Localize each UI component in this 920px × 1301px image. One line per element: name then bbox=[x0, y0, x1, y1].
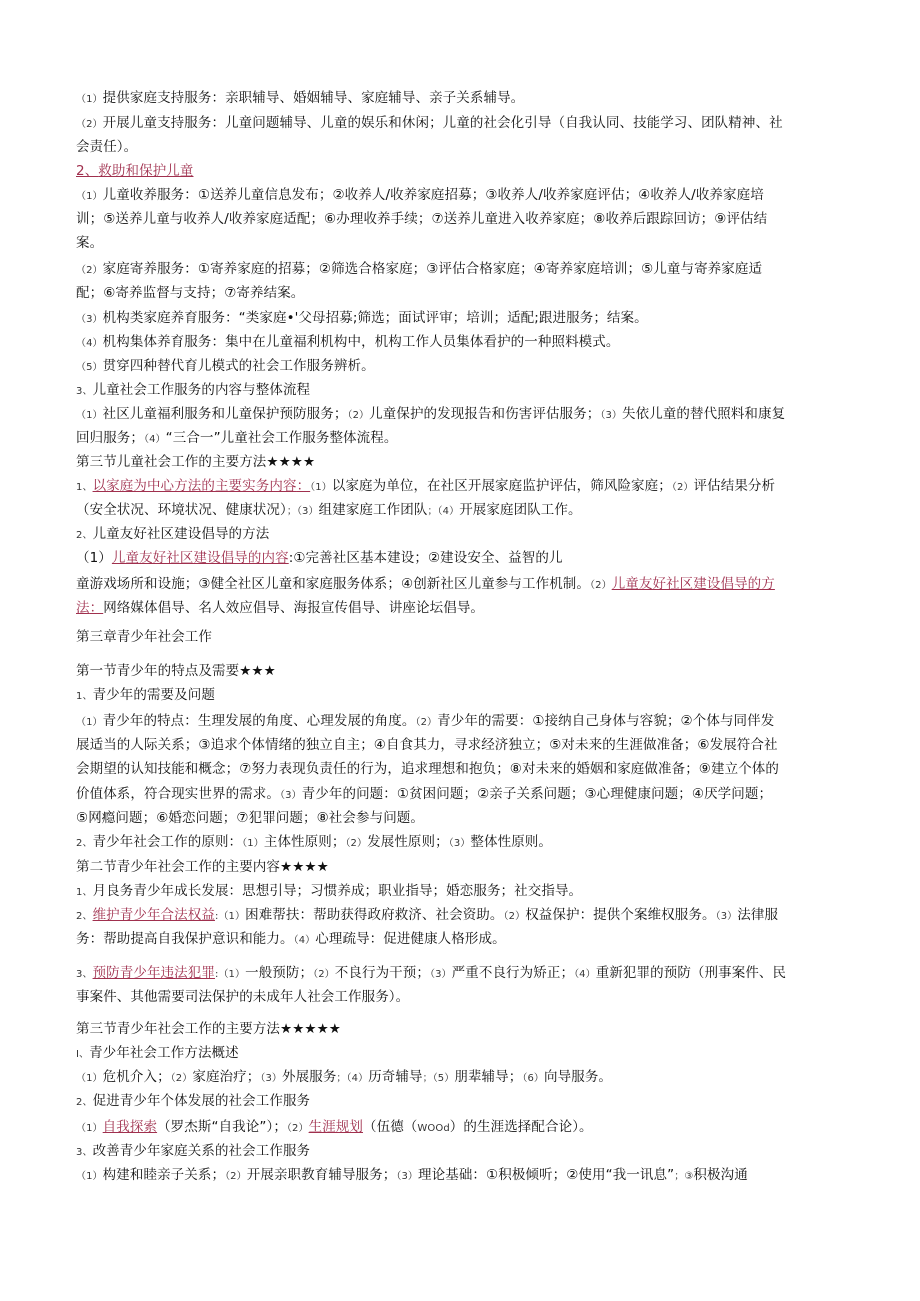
text-line bbox=[76, 1165, 856, 1187]
text-line bbox=[76, 929, 856, 951]
highlighted-term: 生涯规划 bbox=[308, 1119, 363, 1135]
text-line bbox=[76, 404, 856, 426]
text-segment: 配；⑥寄养监督与支持；⑦寄养结案。 bbox=[76, 285, 305, 301]
text-segment: 价值体系，符合现实世界的需求。 bbox=[76, 786, 280, 802]
text-line bbox=[76, 881, 856, 903]
text-segment: 网络媒体倡导、名人效应倡导、海报宣传倡导、讲座论坛倡导。 bbox=[103, 600, 485, 616]
text-segment: 青少年社会工作方法概述 bbox=[89, 1045, 239, 1061]
text-segment: （2） bbox=[225, 1171, 247, 1182]
text-segment: 法律服 bbox=[737, 907, 779, 923]
highlighted-term: 以家庭为中心方法的主要实务内容 bbox=[92, 478, 297, 494]
text-segment: ；（5） bbox=[422, 1073, 455, 1084]
text-segment: （2） bbox=[590, 580, 612, 591]
highlighted-term: 儿童友好社区建设倡导的方 bbox=[611, 576, 775, 592]
highlighted-term: 儿童友好社区建设倡导的内容 bbox=[111, 550, 289, 566]
text-segment: 朋辈辅导； bbox=[454, 1069, 523, 1085]
text-line bbox=[76, 784, 856, 806]
text-line bbox=[76, 1141, 856, 1163]
text-segment: 一般预防； bbox=[245, 965, 314, 981]
text-segment: （2） bbox=[76, 265, 103, 276]
text-line bbox=[76, 759, 856, 779]
text-line bbox=[76, 500, 856, 522]
highlighted-term: 自我探索 bbox=[102, 1119, 158, 1135]
text-line bbox=[76, 685, 856, 707]
text-segment: 青少年的需要及问题 bbox=[92, 687, 215, 703]
text-segment: （1） bbox=[242, 838, 264, 849]
text-line bbox=[76, 857, 856, 877]
text-segment: （2） bbox=[671, 482, 694, 493]
highlighted-term: 法 bbox=[76, 600, 90, 616]
text-line bbox=[76, 661, 856, 681]
text-segment: （6） bbox=[522, 1073, 545, 1084]
text-segment: 困难帮扶：帮助获得政府救济、社会资助。 bbox=[245, 907, 504, 923]
text-segment: 儿童保护的发现报告和伤害评估服务； bbox=[369, 406, 601, 422]
highlighted-term: 预防青少年违法犯罪 bbox=[92, 965, 215, 981]
text-segment: 3、 bbox=[76, 1147, 93, 1158]
text-segment: 儿童友好社区建设倡导的方法 bbox=[92, 526, 270, 542]
text-segment: 机构集体养育服务：集中在儿童福利机构中，机构工作人员集体看护的一种照料模式。 bbox=[102, 334, 620, 350]
text-segment: （2） bbox=[76, 119, 103, 130]
text-segment: 家庭治疗； bbox=[192, 1069, 261, 1085]
text-segment: 青少年的特点：生理发展的角度、心理发展的角度。 bbox=[102, 713, 416, 729]
text-segment: 2、 bbox=[76, 163, 99, 179]
text-segment: 开展儿童支持服务：儿童问题辅导、儿童的娱乐和休闲；儿童的社会化引导（自我认同、技能学习、团队精神、社 bbox=[102, 115, 783, 131]
text-segment: 构建和睦亲子关系； bbox=[102, 1167, 226, 1183]
text-segment: （4） bbox=[293, 935, 316, 946]
text-line bbox=[76, 1067, 856, 1089]
text-line bbox=[76, 574, 856, 596]
text-segment: 家庭寄养服务：①寄养家庭的招募；②筛选合格家庭；③评估合格家庭；④寄养家庭培训；⑤儿童与寄养家庭适 bbox=[102, 261, 763, 277]
text-segment: 月良务青少年成长发展：思想引导；习惯养成；职业指导；婚恋服务；社交指导。 bbox=[92, 883, 583, 899]
text-segment: 第三节青少年社会工作的主要方法★★★★★ bbox=[76, 1021, 342, 1037]
text-line bbox=[76, 987, 856, 1007]
text-segment: 2、 bbox=[76, 838, 93, 849]
text-segment: （3） bbox=[448, 838, 471, 849]
text-line bbox=[76, 832, 856, 854]
text-segment: （3） bbox=[396, 1171, 419, 1182]
text-segment: WOOd bbox=[417, 1123, 450, 1134]
text-line bbox=[76, 598, 856, 618]
text-segment: （4） bbox=[574, 969, 596, 980]
text-segment: （1） bbox=[76, 410, 103, 421]
text-line bbox=[76, 735, 856, 755]
text-segment: :①完善社区基本建设；②建设安全、益智的儿 bbox=[288, 550, 563, 566]
text-segment: 青少年社会工作的原则： bbox=[92, 834, 243, 850]
text-segment: 以家庭为单位，在社区开展家庭监护评估，筛风险家庭； bbox=[331, 478, 672, 494]
text-segment: （2） bbox=[345, 838, 368, 849]
highlighted-term: 救助和保护儿童 bbox=[98, 163, 194, 179]
text-segment: 积极沟通 bbox=[693, 1167, 748, 1183]
text-line bbox=[76, 259, 856, 281]
text-segment: 评估结果分析 bbox=[693, 478, 776, 494]
text-segment: 危机介入； bbox=[102, 1069, 171, 1085]
text-segment: I、 bbox=[76, 1049, 90, 1060]
text-line bbox=[76, 356, 856, 378]
text-line bbox=[76, 308, 856, 330]
text-segment: 3、 bbox=[76, 969, 93, 980]
text-segment: （2） bbox=[170, 1073, 193, 1084]
text-segment: 儿童收养服务：①送养儿童信息发布；②收养人/收养家庭招募；③收养人/收养家庭评估；④收养人/收养家庭培 bbox=[102, 187, 764, 203]
text-segment: （伍德（ bbox=[363, 1119, 418, 1135]
text-segment: “三合一”儿童社会工作服务整体流程。 bbox=[165, 430, 398, 446]
text-segment: 童游戏场所和设施；③健全社区儿童和家庭服务体系；④创新社区儿童参与工作机制。 bbox=[76, 576, 591, 592]
text-segment: 1、 bbox=[76, 887, 93, 898]
text-line bbox=[76, 161, 856, 181]
text-segment: 3、 bbox=[76, 386, 93, 397]
text-line bbox=[76, 905, 856, 927]
text-segment: 会期望的认知技能和概念；⑦努力表现负责任的行为，追求理想和抱负；⑧对未来的婚姻和家庭做准备；⑨建立个体的 bbox=[76, 761, 780, 777]
text-segment: 权益保护：提供个案维权服务。 bbox=[525, 907, 716, 923]
text-line bbox=[76, 185, 856, 207]
text-line bbox=[76, 1091, 856, 1113]
text-segment: 贯穿四种替代育儿模式的社会工作服务辨析。 bbox=[102, 358, 375, 374]
text-segment: 展适当的人际关系；③追求个体情绪的独立自主；④自食其力，寻求经济独立；⑤对未来的生涯做准备；⑥发展符合社 bbox=[76, 737, 778, 753]
text-segment: （5） bbox=[76, 362, 103, 373]
text-line bbox=[76, 627, 856, 647]
text-segment: 务：帮助提高自我保护意识和能力。 bbox=[76, 931, 294, 947]
text-line bbox=[76, 808, 856, 828]
text-segment: 严重不良行为矫正； bbox=[451, 965, 575, 981]
text-line bbox=[76, 476, 856, 498]
text-segment: 组建家庭工作团队 bbox=[318, 502, 428, 518]
text-segment: 整体性原则。 bbox=[470, 834, 553, 850]
text-segment: （2） bbox=[313, 969, 335, 980]
text-line bbox=[76, 548, 856, 568]
text-line bbox=[76, 963, 856, 985]
text-segment: 改善青少年家庭关系的社会工作服务 bbox=[92, 1143, 311, 1159]
text-segment: （2） bbox=[347, 410, 370, 421]
text-segment: 儿童社会工作服务的内容与整体流程 bbox=[92, 382, 311, 398]
text-segment: （3） bbox=[280, 790, 302, 801]
text-segment: 第一节青少年的特点及需要★★★ bbox=[76, 663, 276, 679]
text-segment: :（1） bbox=[214, 969, 246, 980]
text-segment: 事案件、其他需要司法保护的未成年人社会工作服务）。 bbox=[76, 989, 410, 1005]
text-segment: 1、 bbox=[76, 691, 93, 702]
text-segment: ；（3） bbox=[286, 506, 319, 517]
text-segment: 1、 bbox=[76, 482, 93, 493]
text-segment: 心理疏导：促进健康人格形成。 bbox=[315, 931, 506, 947]
highlighted-term: 维护青少年合法权益 bbox=[92, 907, 215, 923]
text-segment: （3） bbox=[76, 314, 103, 325]
text-segment: 开展家庭团队工作。 bbox=[459, 502, 582, 518]
text-line bbox=[76, 711, 856, 733]
text-segment: 外展服务 bbox=[282, 1069, 337, 1085]
text-line bbox=[76, 524, 856, 546]
text-segment: 促进青少年个体发展的社会工作服务 bbox=[92, 1093, 311, 1109]
text-segment: ： bbox=[89, 600, 104, 616]
text-segment: （3） bbox=[429, 969, 452, 980]
text-line bbox=[76, 1019, 856, 1039]
text-segment: ）的生涯选择配合论）。 bbox=[449, 1119, 593, 1135]
text-segment: 提供家庭支持服务：亲职辅导、婚姻辅导、家庭辅导、亲子关系辅导。 bbox=[102, 90, 525, 106]
text-segment: 开展亲职教育辅导服务； bbox=[246, 1167, 397, 1183]
text-line bbox=[76, 283, 856, 303]
text-segment: （3） bbox=[715, 911, 738, 922]
text-segment: （2） bbox=[286, 1123, 309, 1134]
text-segment: ： bbox=[296, 478, 311, 494]
text-line bbox=[76, 1117, 856, 1139]
text-segment: 会责任）。 bbox=[76, 139, 138, 155]
text-segment: 机构类家庭养育服务：“类家庭•'父母招募;筛选；面试评审；培训；适配;跟进服务；结案。 bbox=[102, 310, 648, 326]
text-segment: 向导服务。 bbox=[544, 1069, 613, 1085]
text-segment: 2、 bbox=[76, 911, 93, 922]
text-line bbox=[76, 88, 856, 110]
text-line bbox=[76, 113, 856, 135]
text-segment: （1） bbox=[76, 191, 103, 202]
text-segment: ；③ bbox=[674, 1171, 694, 1182]
text-segment: （1） bbox=[76, 1073, 103, 1084]
text-segment: （1） bbox=[76, 94, 103, 105]
text-segment: 历奇辅导 bbox=[368, 1069, 423, 1085]
text-segment: 重新犯罪的预防（刑事案件、民 bbox=[595, 965, 787, 981]
text-line bbox=[76, 380, 856, 402]
text-segment: 青少年的问题：①贫困问题；②亲子关系问题；③心理健康问题；④厌学问题； bbox=[301, 786, 773, 802]
text-segment: 失依儿童的替代照料和康复 bbox=[622, 406, 786, 422]
text-line bbox=[76, 452, 856, 472]
text-segment: 理论基础：①积极倾听；②使用“我一讯息” bbox=[418, 1167, 675, 1183]
text-segment: （1） bbox=[76, 717, 103, 728]
text-segment: 发展性原则； bbox=[367, 834, 449, 850]
text-segment: ；（4） bbox=[336, 1073, 369, 1084]
text-segment: （1） bbox=[76, 1123, 103, 1134]
text-segment: （2） bbox=[415, 717, 438, 728]
text-segment: 2、 bbox=[76, 530, 93, 541]
text-segment: :（1） bbox=[214, 911, 246, 922]
text-segment: （4） bbox=[144, 434, 166, 445]
text-segment: 第三章青少年社会工作 bbox=[76, 629, 212, 645]
text-segment: 2、 bbox=[76, 1097, 93, 1108]
text-segment: （1） bbox=[76, 1171, 103, 1182]
text-segment: 不良行为干预； bbox=[334, 965, 430, 981]
text-segment: （4） bbox=[76, 338, 103, 349]
text-segment: 第二节青少年社会工作的主要内容★★★★ bbox=[76, 859, 329, 875]
text-segment: （2） bbox=[503, 911, 526, 922]
text-line bbox=[76, 332, 856, 354]
text-segment: （罗杰斯“自我论”）； bbox=[157, 1119, 287, 1135]
text-segment: 主体性原则； bbox=[263, 834, 346, 850]
text-line bbox=[76, 137, 856, 157]
text-segment: 第三节儿童社会工作的主要方法★★★★ bbox=[76, 454, 316, 470]
text-segment: 训；⑤送养儿童与收养人/收养家庭适配；⑥办理收养手续；⑦送养儿童进入收养家庭；⑧收养后跟踪回访；⑨评估结 bbox=[76, 211, 768, 227]
text-line bbox=[76, 1043, 856, 1065]
text-segment: （1） bbox=[310, 482, 332, 493]
text-segment: 案。 bbox=[76, 235, 104, 251]
text-segment: 社区儿童福利服务和儿童保护预防服务； bbox=[102, 406, 348, 422]
text-line bbox=[76, 428, 856, 450]
text-segment: （3） bbox=[600, 410, 623, 421]
text-segment: ⑤网瘾问题；⑥婚恋问题；⑦犯罪问题；⑧社会参与问题。 bbox=[76, 810, 425, 826]
text-line bbox=[76, 233, 856, 253]
text-segment: （安全状况、环境状况、健康状况） bbox=[76, 502, 287, 518]
text-segment: ；（4） bbox=[427, 506, 460, 517]
text-segment: （3） bbox=[260, 1073, 283, 1084]
text-segment: 回归服务； bbox=[76, 430, 144, 446]
text-line bbox=[76, 209, 856, 229]
text-segment: （1） bbox=[76, 550, 112, 566]
text-segment: 青少年的需要：①接纳自己身体与容貌；②个体与同伴发 bbox=[437, 713, 775, 729]
